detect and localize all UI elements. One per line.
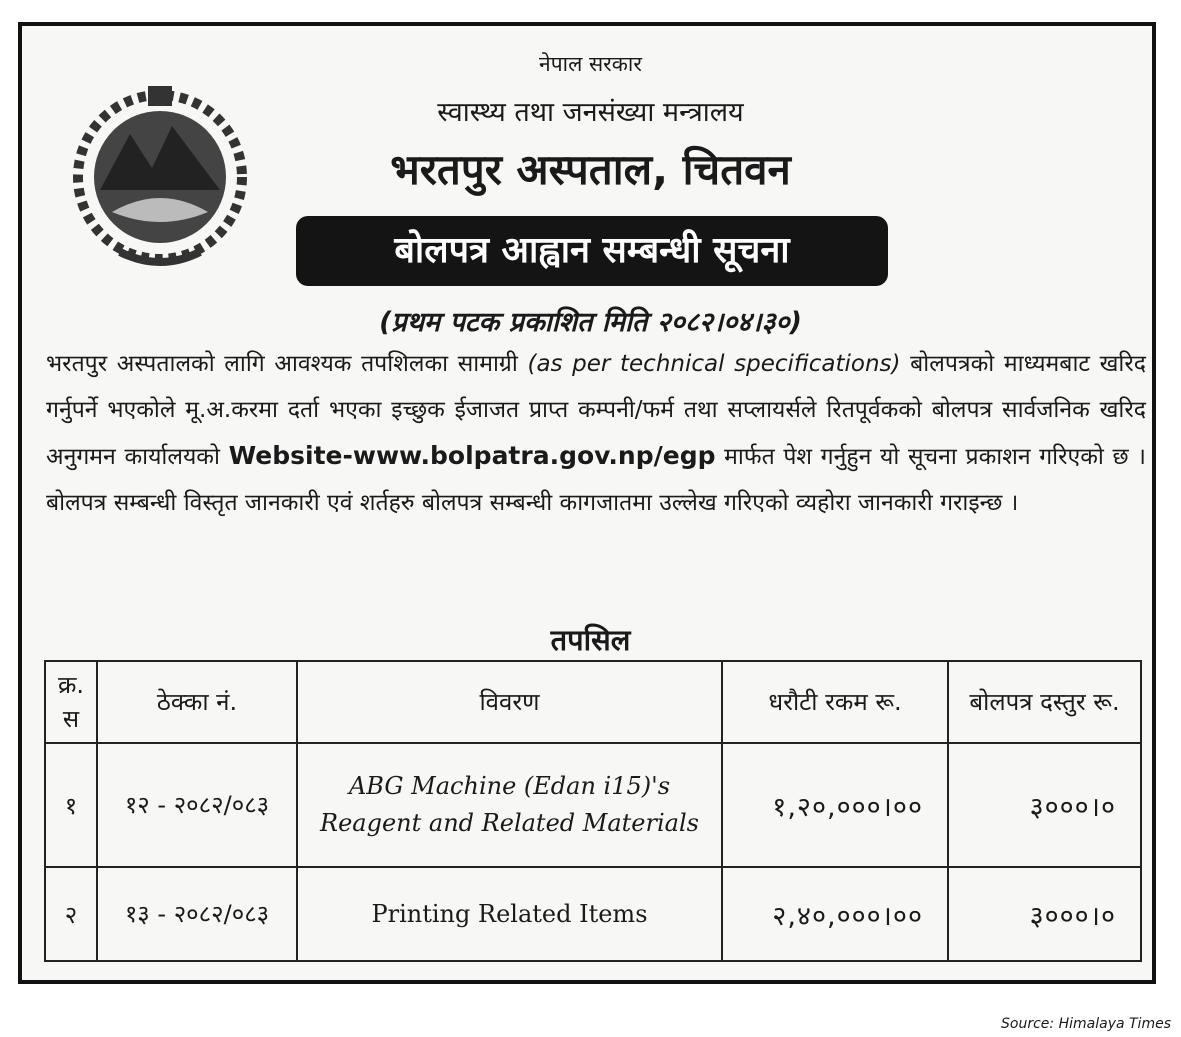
- body-procurement: बोलपत्रको माध्यमबाट खरिद गर्नुपर्ने भएकोले मू.अ.करमा दर्ता भएका इच्छुक ईजाजत प्राप्त कम्पनी/फर्म तथा सप्लायर्सले रितपूर्वकको बोलपत्र सार्वजनिक खरिद अनुगमन कार्यालयको: [46, 351, 1147, 471]
- table-row: [45, 743, 1141, 867]
- cell-deposit: २,४०,०००।००: [722, 867, 948, 961]
- ministry-name: स्वास्थ्य तथा जनसंख्या मन्त्रालय: [437, 97, 744, 128]
- notice-title-banner: बोलपत्र आह्वान सम्बन्धी सूचना: [296, 216, 888, 286]
- col-description: विवरण: [297, 661, 722, 743]
- table-header-row: [45, 661, 1141, 743]
- cell-fee: ३०००।०: [948, 743, 1141, 867]
- col-deposit: धरौटी रकम रू.: [722, 661, 948, 743]
- cell-serial: २: [45, 867, 97, 961]
- publication-date: (प्रथम पटक प्रकाशित मिति २०८२।०४।३०): [379, 307, 802, 338]
- cell-description: Printing Related Items: [297, 867, 722, 961]
- source-credit: Source: Himalaya Times: [1001, 1016, 1171, 1032]
- notice-body: [46, 342, 1146, 526]
- table-row: [45, 867, 1141, 961]
- website-link[interactable]: Website-www.bolpatra.gov.np/egp: [228, 441, 716, 471]
- body-closing: मार्फत पेश गर्नुहुन यो सूचना प्रकाशन गरिएको छ । बोलपत्र सम्बन्धी विस्तृत जानकारी एवं शर्तहरु बोलपत्र सम्बन्धी कागजातमा उल्लेख गरिएको व्यहोरा जानकारी गराइन्छ ।: [46, 444, 1147, 516]
- cell-contract-no: १२ - २०८२/०८३: [97, 743, 297, 867]
- hospital-name: भरतपुर अस्पताल, चितवन: [390, 145, 791, 194]
- government-name: नेपाल सरकार: [539, 52, 642, 76]
- cell-serial: १: [45, 743, 97, 867]
- col-serial: क्र. स: [45, 661, 97, 743]
- tender-table: [44, 660, 1142, 962]
- technical-spec-note: (as per technical specifications): [527, 351, 901, 377]
- col-contract-no: ठेक्का नं.: [97, 661, 297, 743]
- col-fee: बोलपत्र दस्तुर रू.: [948, 661, 1141, 743]
- cell-description: ABG Machine (Edan i15)'s Reagent and Related Materials: [297, 743, 722, 867]
- body-intro: भरतपुर अस्पतालको लागि आवश्यक तपशिलका सामाग्री: [46, 351, 518, 377]
- cell-fee: ३०००।०: [948, 867, 1141, 961]
- cell-contract-no: १३ - २०८२/०८३: [97, 867, 297, 961]
- cell-deposit: १,२०,०००।००: [722, 743, 948, 867]
- schedule-title: तपसिल: [550, 623, 631, 657]
